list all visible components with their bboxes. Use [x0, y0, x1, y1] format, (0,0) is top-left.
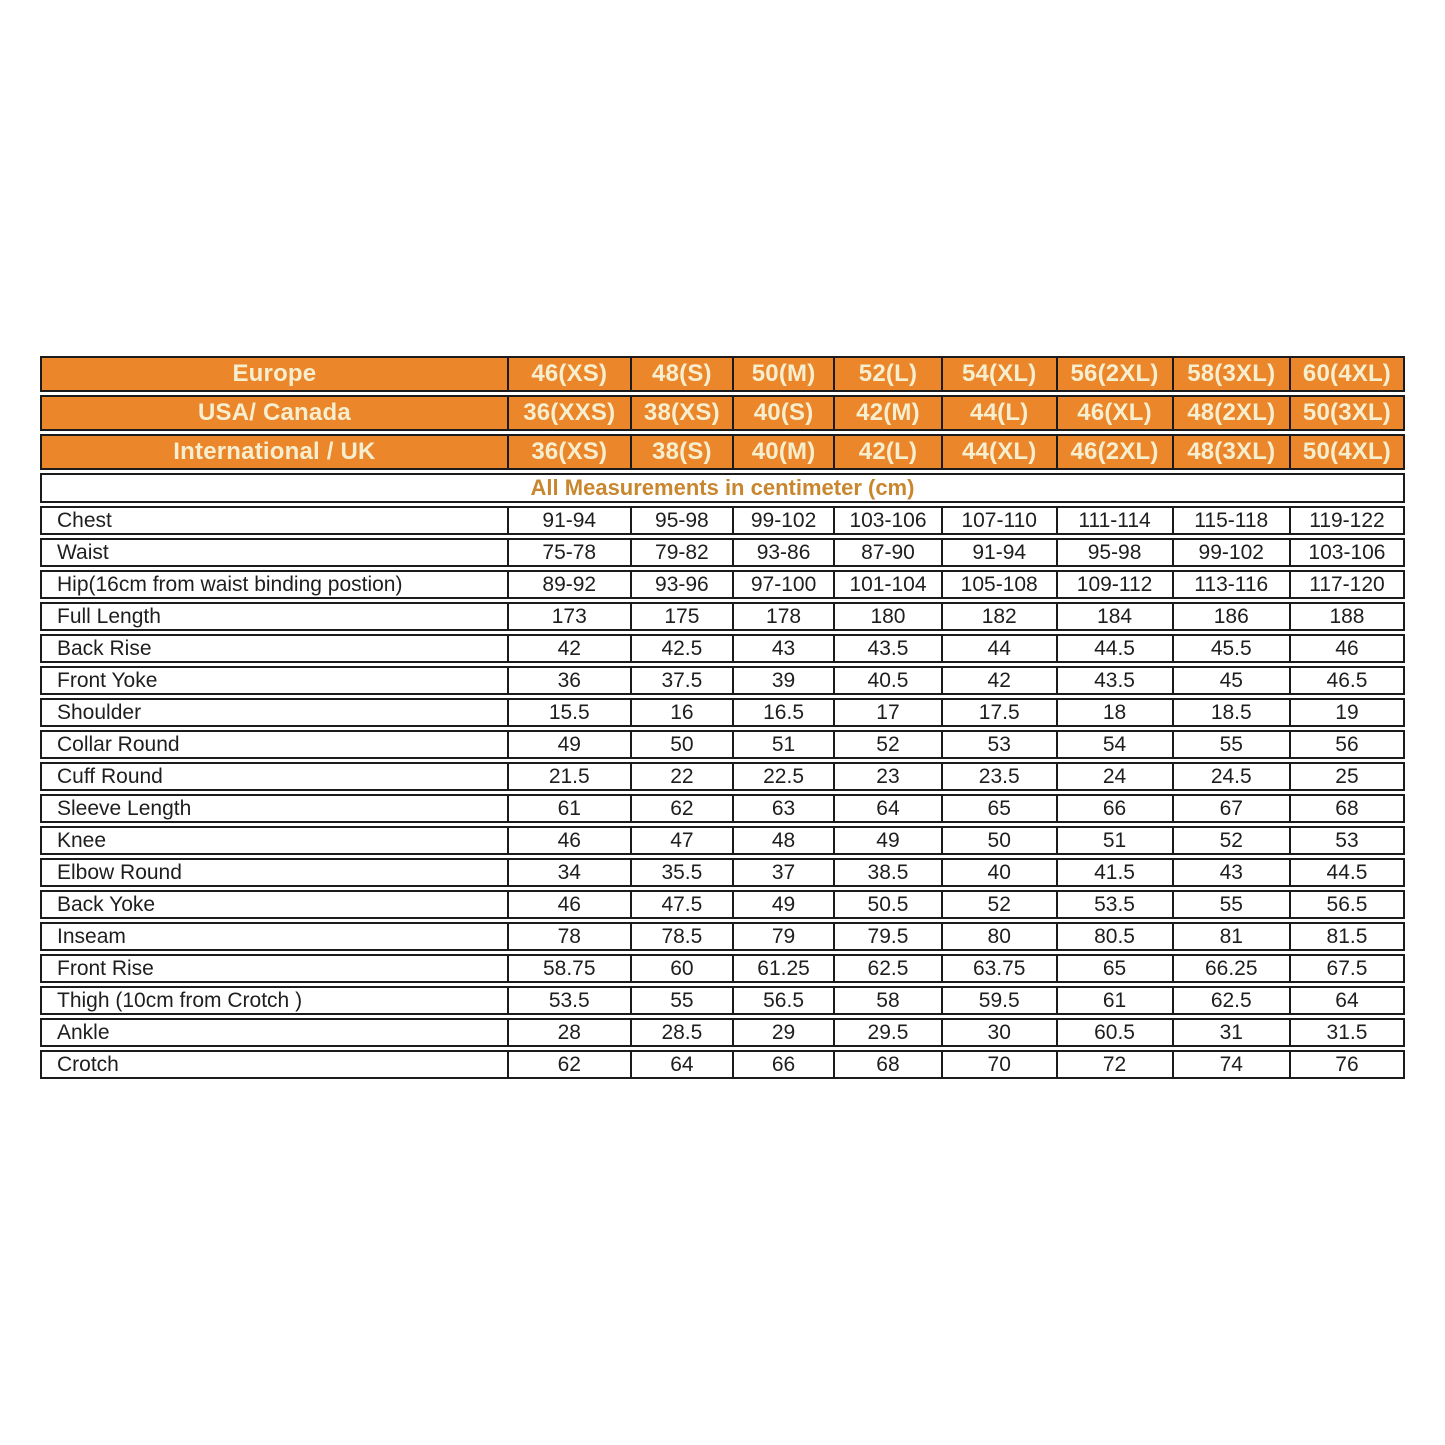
- measurement-label: Back Rise: [40, 634, 507, 663]
- measurement-row: [40, 698, 1405, 727]
- measurement-value: 87-90: [833, 538, 941, 567]
- measurement-value: 29: [732, 1018, 833, 1047]
- measurement-row: [40, 794, 1405, 823]
- measurement-row: [40, 602, 1405, 631]
- measurement-value: 22: [630, 762, 732, 791]
- size-cell: 58(3XL): [1172, 356, 1289, 392]
- measurement-value: 66.25: [1172, 954, 1289, 983]
- measurement-label: Knee: [40, 826, 507, 855]
- size-cell: 46(XL): [1056, 395, 1172, 431]
- measurement-value: 54: [1056, 730, 1172, 759]
- measurement-value: 23.5: [941, 762, 1056, 791]
- size-cell: 42(L): [833, 434, 941, 470]
- measurement-value: 46: [1289, 634, 1405, 663]
- measurement-value: 119-122: [1289, 506, 1405, 535]
- measurement-value: 180: [833, 602, 941, 631]
- measurement-value: 23: [833, 762, 941, 791]
- measurement-value: 46: [507, 890, 630, 919]
- measurement-value: 60: [630, 954, 732, 983]
- measurement-value: 43.5: [1056, 666, 1172, 695]
- measurement-value: 45: [1172, 666, 1289, 695]
- measurement-value: 67: [1172, 794, 1289, 823]
- measurement-row: [40, 570, 1405, 599]
- measurement-value: 68: [833, 1050, 941, 1079]
- size-system-header: [40, 356, 1405, 470]
- size-cell: 60(4XL): [1289, 356, 1405, 392]
- measurement-value: 42: [507, 634, 630, 663]
- measurement-value: 99-102: [732, 506, 833, 535]
- measurement-value: 65: [941, 794, 1056, 823]
- measurement-value: 178: [732, 602, 833, 631]
- measurement-value: 44: [941, 634, 1056, 663]
- size-cell: 46(XS): [507, 356, 630, 392]
- measurement-value: 28: [507, 1018, 630, 1047]
- measurement-value: 60.5: [1056, 1018, 1172, 1047]
- measurement-value: 56: [1289, 730, 1405, 759]
- measurement-value: 30: [941, 1018, 1056, 1047]
- measurement-value: 51: [1056, 826, 1172, 855]
- measurement-value: 80: [941, 922, 1056, 951]
- measurement-label: Back Yoke: [40, 890, 507, 919]
- measurement-value: 61.25: [732, 954, 833, 983]
- measurement-value: 41.5: [1056, 858, 1172, 887]
- measurement-row: [40, 506, 1405, 535]
- measurement-value: 28.5: [630, 1018, 732, 1047]
- measurement-value: 101-104: [833, 570, 941, 599]
- measurement-value: 31.5: [1289, 1018, 1405, 1047]
- measurement-value: 66: [1056, 794, 1172, 823]
- measurement-value: 31: [1172, 1018, 1289, 1047]
- measurement-value: 18.5: [1172, 698, 1289, 727]
- measurement-row: [40, 922, 1405, 951]
- measurement-body: [40, 506, 1405, 1079]
- measurement-label: Ankle: [40, 1018, 507, 1047]
- size-cell: 48(S): [630, 356, 732, 392]
- units-note: All Measurements in centimeter (cm): [40, 473, 1405, 503]
- measurement-value: 184: [1056, 602, 1172, 631]
- measurement-value: 16: [630, 698, 732, 727]
- measurement-row: [40, 858, 1405, 887]
- measurement-value: 50.5: [833, 890, 941, 919]
- measurement-value: 44.5: [1056, 634, 1172, 663]
- measurement-value: 58.75: [507, 954, 630, 983]
- measurement-value: 55: [630, 986, 732, 1015]
- size-cell: 40(S): [732, 395, 833, 431]
- measurement-value: 103-106: [833, 506, 941, 535]
- size-cell: 50(4XL): [1289, 434, 1405, 470]
- measurement-value: 78.5: [630, 922, 732, 951]
- measurement-value: 19: [1289, 698, 1405, 727]
- measurement-value: 53.5: [507, 986, 630, 1015]
- measurement-value: 36: [507, 666, 630, 695]
- measurement-value: 64: [630, 1050, 732, 1079]
- measurement-value: 50: [941, 826, 1056, 855]
- measurement-value: 61: [507, 794, 630, 823]
- size-cell: 42(M): [833, 395, 941, 431]
- measurement-label: Full Length: [40, 602, 507, 631]
- measurement-value: 91-94: [941, 538, 1056, 567]
- size-system-label: USA/ Canada: [40, 395, 507, 431]
- measurement-value: 37.5: [630, 666, 732, 695]
- measurement-value: 24: [1056, 762, 1172, 791]
- size-chart-table: [40, 353, 1405, 1082]
- measurement-value: 43: [1172, 858, 1289, 887]
- measurement-row: [40, 986, 1405, 1015]
- measurement-value: 15.5: [507, 698, 630, 727]
- measurement-label: Waist: [40, 538, 507, 567]
- size-system-row: [40, 356, 1405, 392]
- measurement-value: 17: [833, 698, 941, 727]
- measurement-value: 43.5: [833, 634, 941, 663]
- measurement-value: 47: [630, 826, 732, 855]
- measurement-label: Cuff Round: [40, 762, 507, 791]
- measurement-value: 22.5: [732, 762, 833, 791]
- measurement-value: 93-96: [630, 570, 732, 599]
- measurement-value: 52: [833, 730, 941, 759]
- measurement-value: 103-106: [1289, 538, 1405, 567]
- measurement-value: 81.5: [1289, 922, 1405, 951]
- measurement-value: 43: [732, 634, 833, 663]
- measurement-row: [40, 762, 1405, 791]
- measurement-value: 111-114: [1056, 506, 1172, 535]
- measurement-label: Hip(16cm from waist binding postion): [40, 570, 507, 599]
- measurement-value: 46.5: [1289, 666, 1405, 695]
- measurement-value: 76: [1289, 1050, 1405, 1079]
- measurement-value: 51: [732, 730, 833, 759]
- measurement-value: 53: [1289, 826, 1405, 855]
- measurement-row: [40, 890, 1405, 919]
- measurement-label: Inseam: [40, 922, 507, 951]
- measurement-value: 53.5: [1056, 890, 1172, 919]
- measurement-value: 18: [1056, 698, 1172, 727]
- measurement-value: 79: [732, 922, 833, 951]
- measurement-value: 115-118: [1172, 506, 1289, 535]
- measurement-value: 95-98: [630, 506, 732, 535]
- measurement-value: 45.5: [1172, 634, 1289, 663]
- measurement-value: 64: [833, 794, 941, 823]
- measurement-value: 79.5: [833, 922, 941, 951]
- measurement-value: 89-92: [507, 570, 630, 599]
- measurement-value: 67.5: [1289, 954, 1405, 983]
- size-cell: 50(M): [732, 356, 833, 392]
- measurement-value: 113-116: [1172, 570, 1289, 599]
- measurement-value: 188: [1289, 602, 1405, 631]
- measurement-value: 64: [1289, 986, 1405, 1015]
- measurement-value: 29.5: [833, 1018, 941, 1047]
- measurement-value: 95-98: [1056, 538, 1172, 567]
- size-cell: 48(3XL): [1172, 434, 1289, 470]
- units-note-row: [40, 473, 1405, 503]
- measurement-value: 49: [833, 826, 941, 855]
- measurement-value: 56.5: [1289, 890, 1405, 919]
- measurement-value: 44.5: [1289, 858, 1405, 887]
- measurement-row: [40, 538, 1405, 567]
- size-system-row: [40, 434, 1405, 470]
- measurement-value: 81: [1172, 922, 1289, 951]
- measurement-value: 58: [833, 986, 941, 1015]
- measurement-value: 75-78: [507, 538, 630, 567]
- measurement-value: 74: [1172, 1050, 1289, 1079]
- measurement-value: 52: [941, 890, 1056, 919]
- measurement-row: [40, 666, 1405, 695]
- measurement-label: Sleeve Length: [40, 794, 507, 823]
- measurement-value: 66: [732, 1050, 833, 1079]
- measurement-value: 39: [732, 666, 833, 695]
- measurement-label: Thigh (10cm from Crotch ): [40, 986, 507, 1015]
- measurement-value: 42.5: [630, 634, 732, 663]
- measurement-value: 35.5: [630, 858, 732, 887]
- size-cell: 38(XS): [630, 395, 732, 431]
- measurement-label: Front Yoke: [40, 666, 507, 695]
- measurement-value: 68: [1289, 794, 1405, 823]
- measurement-value: 55: [1172, 890, 1289, 919]
- size-system-label: Europe: [40, 356, 507, 392]
- measurement-row: [40, 954, 1405, 983]
- size-cell: 56(2XL): [1056, 356, 1172, 392]
- size-cell: 54(XL): [941, 356, 1056, 392]
- units-note-body: [40, 473, 1405, 503]
- measurement-label: Crotch: [40, 1050, 507, 1079]
- size-cell: 44(XL): [941, 434, 1056, 470]
- measurement-value: 62: [630, 794, 732, 823]
- measurement-value: 61: [1056, 986, 1172, 1015]
- measurement-value: 173: [507, 602, 630, 631]
- measurement-value: 99-102: [1172, 538, 1289, 567]
- size-cell: 36(XXS): [507, 395, 630, 431]
- size-cell: 40(M): [732, 434, 833, 470]
- measurement-label: Collar Round: [40, 730, 507, 759]
- measurement-value: 105-108: [941, 570, 1056, 599]
- measurement-value: 91-94: [507, 506, 630, 535]
- measurement-value: 78: [507, 922, 630, 951]
- measurement-row: [40, 634, 1405, 663]
- measurement-value: 182: [941, 602, 1056, 631]
- size-cell: 38(S): [630, 434, 732, 470]
- measurement-value: 175: [630, 602, 732, 631]
- size-cell: 44(L): [941, 395, 1056, 431]
- measurement-value: 52: [1172, 826, 1289, 855]
- measurement-value: 24.5: [1172, 762, 1289, 791]
- measurement-value: 16.5: [732, 698, 833, 727]
- size-system-label: International / UK: [40, 434, 507, 470]
- measurement-value: 34: [507, 858, 630, 887]
- measurement-row: [40, 730, 1405, 759]
- measurement-value: 40: [941, 858, 1056, 887]
- measurement-label: Chest: [40, 506, 507, 535]
- measurement-value: 25: [1289, 762, 1405, 791]
- measurement-value: 72: [1056, 1050, 1172, 1079]
- measurement-value: 48: [732, 826, 833, 855]
- measurement-value: 117-120: [1289, 570, 1405, 599]
- measurement-value: 107-110: [941, 506, 1056, 535]
- measurement-label: Shoulder: [40, 698, 507, 727]
- measurement-value: 65: [1056, 954, 1172, 983]
- measurement-value: 42: [941, 666, 1056, 695]
- measurement-value: 37: [732, 858, 833, 887]
- measurement-value: 46: [507, 826, 630, 855]
- measurement-value: 55: [1172, 730, 1289, 759]
- size-cell: 36(XS): [507, 434, 630, 470]
- measurement-value: 93-86: [732, 538, 833, 567]
- measurement-value: 97-100: [732, 570, 833, 599]
- measurement-value: 186: [1172, 602, 1289, 631]
- measurement-value: 109-112: [1056, 570, 1172, 599]
- size-cell: 48(2XL): [1172, 395, 1289, 431]
- measurement-value: 40.5: [833, 666, 941, 695]
- size-cell: 52(L): [833, 356, 941, 392]
- measurement-value: 49: [732, 890, 833, 919]
- size-system-row: [40, 395, 1405, 431]
- measurement-value: 56.5: [732, 986, 833, 1015]
- size-cell: 46(2XL): [1056, 434, 1172, 470]
- measurement-value: 62.5: [1172, 986, 1289, 1015]
- measurement-value: 17.5: [941, 698, 1056, 727]
- size-cell: 50(3XL): [1289, 395, 1405, 431]
- measurement-label: Elbow Round: [40, 858, 507, 887]
- measurement-value: 47.5: [630, 890, 732, 919]
- measurement-row: [40, 826, 1405, 855]
- measurement-value: 62.5: [833, 954, 941, 983]
- measurement-value: 79-82: [630, 538, 732, 567]
- measurement-label: Front Rise: [40, 954, 507, 983]
- measurement-value: 50: [630, 730, 732, 759]
- measurement-value: 53: [941, 730, 1056, 759]
- measurement-value: 63.75: [941, 954, 1056, 983]
- measurement-value: 59.5: [941, 986, 1056, 1015]
- measurement-value: 80.5: [1056, 922, 1172, 951]
- measurement-value: 21.5: [507, 762, 630, 791]
- measurement-row: [40, 1018, 1405, 1047]
- measurement-value: 49: [507, 730, 630, 759]
- measurement-value: 38.5: [833, 858, 941, 887]
- measurement-value: 63: [732, 794, 833, 823]
- measurement-row: [40, 1050, 1405, 1079]
- measurement-value: 62: [507, 1050, 630, 1079]
- measurement-value: 70: [941, 1050, 1056, 1079]
